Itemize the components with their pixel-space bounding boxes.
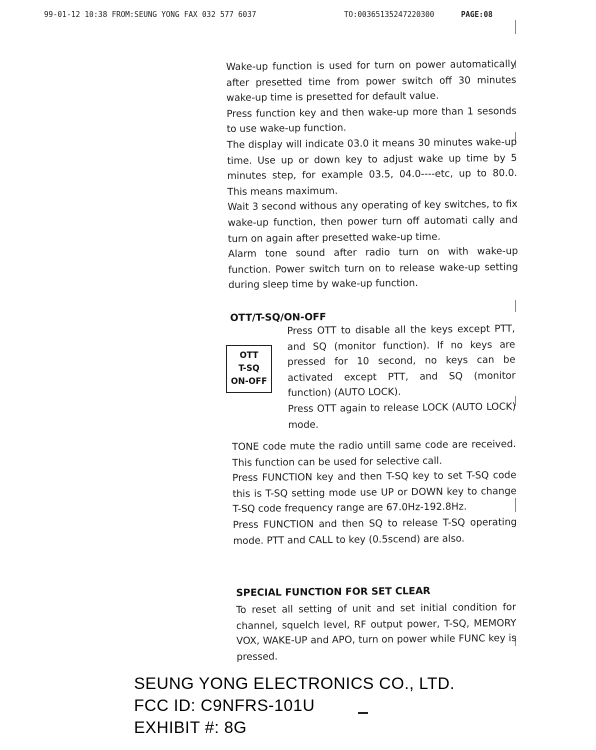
- tone-section: [232, 437, 517, 549]
- wake-up-paragraph: Alarm tone sound after radio turn on with wake-up function. Power switch turn on to release wake-up setting during sleep time by wake-up function.: [227, 246, 519, 292]
- key-label-tsq: T-SQ: [238, 363, 260, 373]
- fax-header: [0, 10, 596, 24]
- special-section-heading: SPECIAL FUNCTION FOR SET CLEAR: [236, 585, 431, 599]
- ott-key-icon: [226, 345, 272, 393]
- scan-edge-mark: [515, 20, 516, 34]
- special-paragraph: To reset all setting of unit and set initial condition for channel, squelch level, RF output power, T-SQ, MEMORY VOX, WAKE-UP and APO, turn on power while FUNC key is pressed.: [236, 602, 517, 663]
- ott-paragraph: Press OTT again to release LOCK (AUTO LOCK) mode.: [287, 401, 516, 431]
- exhibit-number: EXHIBIT #: 8G: [134, 719, 247, 737]
- company-name: SEUNG YONG ELECTRONICS CO., LTD.: [134, 675, 455, 693]
- tone-paragraph: Press FUNCTION and then SQ to release T-SQ operating mode. PTT and CALL to key (0.5scend) are also.: [232, 516, 517, 547]
- pen-mark: [358, 712, 368, 714]
- wake-up-paragraph: The display will indicate 03.0 it means 30 minutes wake-up time. Use up or down key to adjust wake up time by 5 minutes step, for example 03.5, 04.0----etc, up to 80.0. This means maximum.: [226, 136, 518, 198]
- wake-up-paragraph: Wait 3 second withous any operating of key switches, to fix wake-up function, then power turn off automati cally and turn on again after presetted wake-up time.: [227, 199, 518, 245]
- key-label-ott: OTT: [239, 350, 259, 360]
- fax-recipient-line: TO:00365135247220300: [344, 10, 435, 19]
- wake-up-paragraph: Wake-up function is used for turn on power automatically after presetted time from power switch off 30 minutes wake-up time is presetted for default value.: [226, 58, 517, 105]
- tone-paragraph: Press FUNCTION key and then T-SQ key to set T-SQ code this is T-SQ setting mode use UP or DOWN key to change T-SQ code frequency range are 67.0Hz-192.8Hz.: [232, 470, 517, 516]
- tone-paragraph: TONE code mute the radio untill same code are received. This function can be used for selective call.: [232, 439, 517, 469]
- fax-sender-line: 99-01-12 10:38 FROM:SEUNG YONG FAX 032 577 6037: [44, 10, 257, 19]
- fax-page-number: PAGE:08: [461, 10, 493, 19]
- ott-description: [287, 322, 516, 434]
- special-section: [236, 600, 517, 665]
- key-label-onoff: ON-OFF: [230, 376, 268, 386]
- wake-up-paragraph: Press function key and then wake-up more than 1 sesonds to use wake-up function.: [226, 105, 517, 136]
- scan-edge-mark: [515, 300, 516, 312]
- wake-up-section: [226, 57, 518, 294]
- ott-paragraph: Press OTT to disable all the keys except PTT, and SQ (monitor function). If no keys are pressed for 10 second, no keys can be activated except PTT, and SQ (monitor function) (AUTO LOCK).: [287, 323, 516, 400]
- fcc-id: FCC ID: C9NFRS-101U: [134, 697, 315, 715]
- ott-section-heading: OTT/T-SQ/ON-OFF: [230, 311, 327, 324]
